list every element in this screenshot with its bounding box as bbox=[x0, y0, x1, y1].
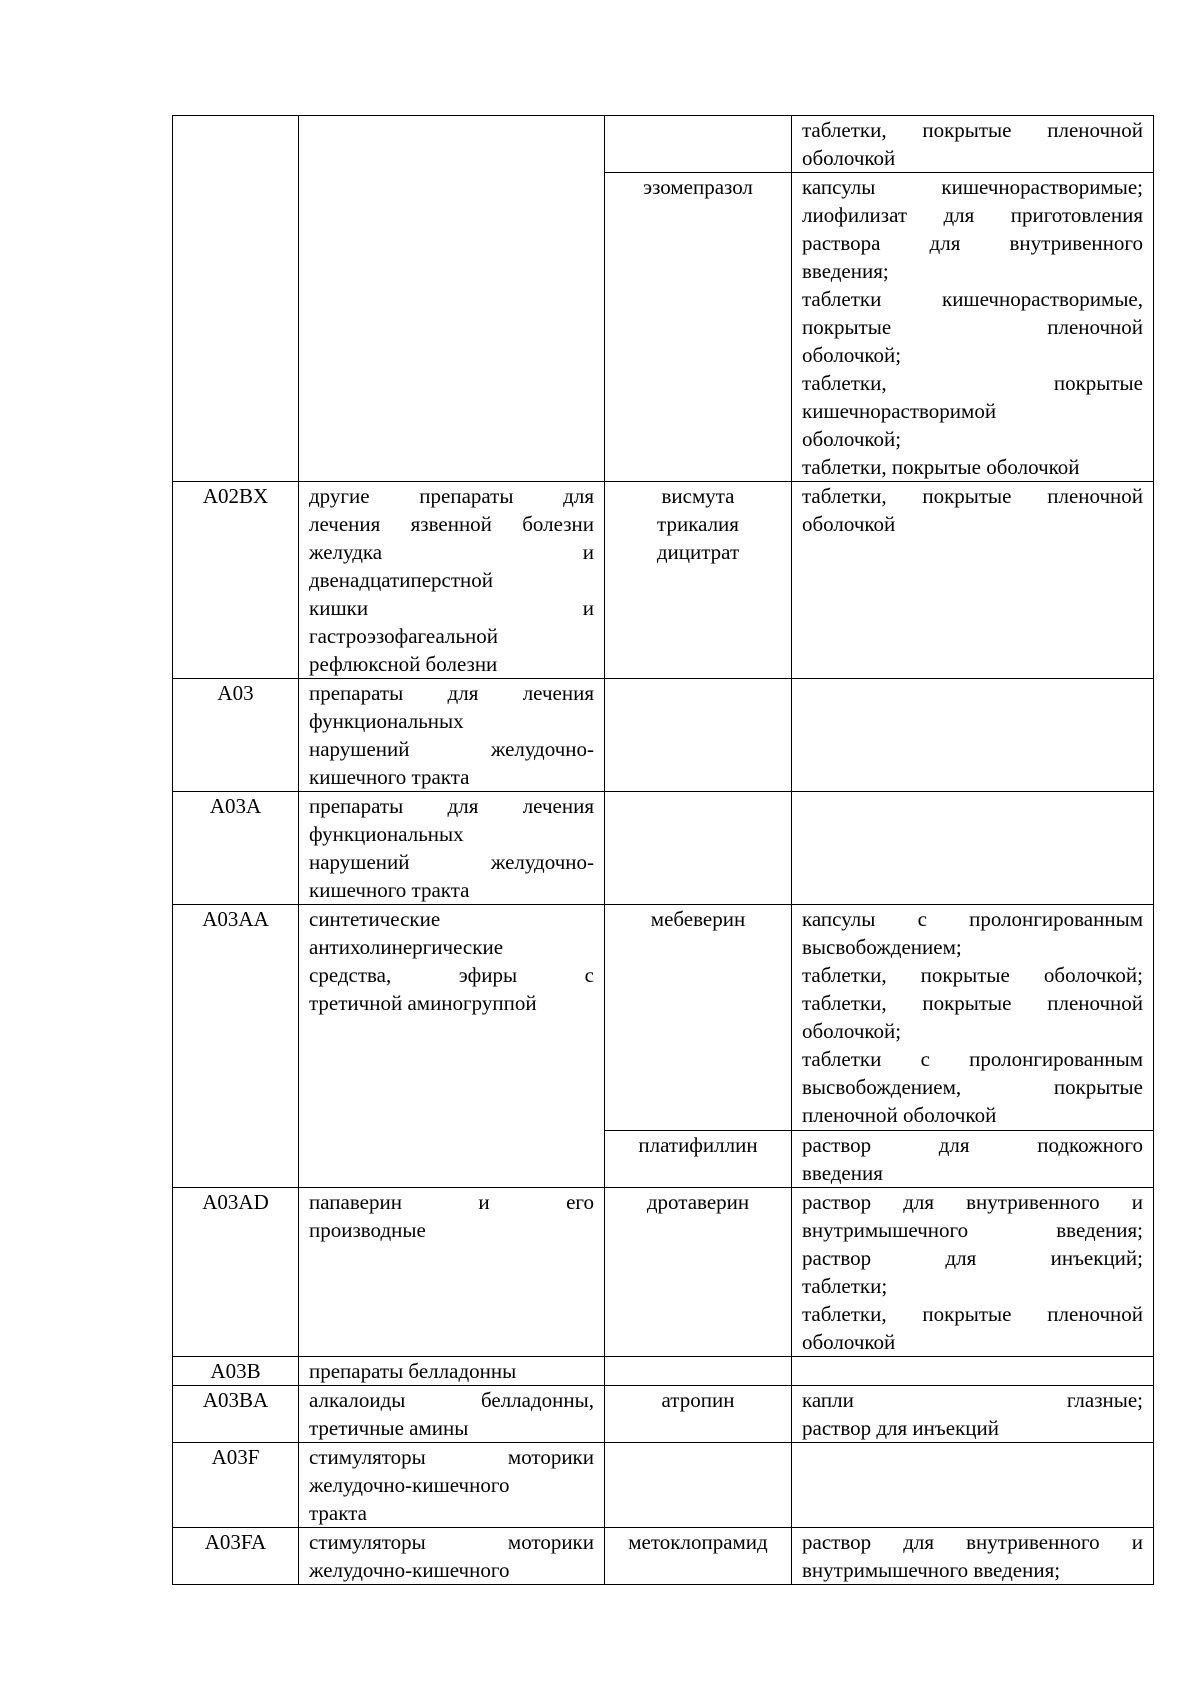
table-row bbox=[173, 1188, 1154, 1357]
dosage-form-line: капли глазные; bbox=[802, 1388, 1143, 1412]
dosage-form-cell bbox=[792, 792, 1154, 905]
drug-name-cell bbox=[605, 116, 792, 173]
table-row bbox=[173, 482, 1154, 679]
dosage-form-line: таблетки, покрытые bbox=[802, 371, 1143, 395]
dosage-form-line: капсулы с пролонгированным bbox=[802, 907, 1143, 931]
table-row bbox=[173, 1386, 1154, 1443]
dosage-form-line: кишечнорастворимой bbox=[802, 399, 997, 423]
group-name-cell bbox=[299, 116, 605, 482]
group-name-line: рефлюксной болезни bbox=[309, 652, 498, 676]
dosage-form-line: таблетки, покрытые пленочной bbox=[802, 484, 1143, 508]
group-name-line: стимуляторы моторики bbox=[309, 1530, 594, 1554]
group-name-line: алкалоиды белладонны, bbox=[309, 1388, 594, 1412]
group-name-line: стимуляторы моторики bbox=[309, 1445, 594, 1469]
group-name-cell bbox=[299, 905, 605, 1188]
dosage-form-line: лиофилизат для приготовления bbox=[802, 203, 1143, 227]
dosage-form-line: раствор для инъекций bbox=[802, 1416, 999, 1440]
atc-code-cell: A03B bbox=[173, 1357, 299, 1386]
dosage-form-line: оболочкой bbox=[802, 1330, 896, 1354]
table-row bbox=[173, 1443, 1154, 1528]
table-row bbox=[173, 679, 1154, 792]
dosage-form-line: таблетки, покрытые пленочной bbox=[802, 991, 1143, 1015]
dosage-form-line: оболочкой; bbox=[802, 427, 902, 451]
dosage-form-cell bbox=[792, 1188, 1154, 1357]
dosage-form-line: внутримышечного введения; bbox=[802, 1218, 1143, 1242]
group-name-line: нарушений желудочно- bbox=[309, 850, 594, 874]
group-name-line: тракта bbox=[309, 1501, 367, 1525]
table-row bbox=[173, 1528, 1154, 1585]
dosage-form-line: высвобождением, покрытые bbox=[802, 1075, 1143, 1099]
atc-code-cell bbox=[173, 116, 299, 482]
atc-code-cell: A03BA bbox=[173, 1386, 299, 1443]
dosage-form-cell bbox=[792, 1528, 1154, 1585]
table-row bbox=[173, 792, 1154, 905]
dosage-form-line: капсулы кишечнорастворимые; bbox=[802, 175, 1143, 199]
dosage-form-cell bbox=[792, 905, 1154, 1131]
table-row bbox=[173, 116, 1154, 173]
group-name-line: антихолинергические bbox=[309, 935, 504, 959]
drug-name-cell bbox=[605, 1131, 792, 1188]
dosage-form-line: оболочкой; bbox=[802, 343, 902, 367]
dosage-form-cell bbox=[792, 1357, 1154, 1386]
drug-name-line: дицитрат bbox=[656, 540, 740, 564]
drug-name-line: висмута bbox=[661, 484, 735, 508]
group-name-line: кишечного тракта bbox=[309, 878, 470, 902]
dosage-form-line: раствора для внутривенного bbox=[802, 231, 1143, 255]
dosage-form-line: раствор для внутривенного и bbox=[802, 1530, 1143, 1554]
group-name-line: третичной аминогруппой bbox=[309, 991, 537, 1015]
drug-name-cell bbox=[605, 1443, 792, 1528]
dosage-form-line: внутримышечного введения; bbox=[802, 1558, 1061, 1582]
drug-name-cell bbox=[605, 905, 792, 1131]
group-name-line: кишечного тракта bbox=[309, 765, 470, 789]
group-name-cell bbox=[299, 1188, 605, 1357]
group-name-cell bbox=[299, 1443, 605, 1528]
group-name-line: препараты для лечения bbox=[309, 794, 594, 818]
dosage-form-line: оболочкой bbox=[802, 512, 896, 536]
atc-code-cell: A03FA bbox=[173, 1528, 299, 1585]
dosage-form-cell bbox=[792, 679, 1154, 792]
group-name-line: лечения язвенной болезни bbox=[309, 512, 594, 536]
dosage-form-line: покрытые пленочной bbox=[802, 315, 1143, 339]
drug-name-line: дротаверин bbox=[646, 1190, 750, 1214]
dosage-form-line: пленочной оболочкой bbox=[802, 1103, 997, 1127]
atc-drug-table bbox=[172, 115, 1154, 1585]
group-name-cell bbox=[299, 792, 605, 905]
group-name-line: кишки и bbox=[309, 596, 594, 620]
dosage-form-line: оболочкой; bbox=[802, 1019, 902, 1043]
dosage-form-line: раствор для подкожного bbox=[802, 1133, 1143, 1157]
dosage-form-cell bbox=[792, 482, 1154, 679]
dosage-form-cell bbox=[792, 116, 1154, 173]
atc-code-cell: A03F bbox=[173, 1443, 299, 1528]
dosage-form-line: раствор для инъекций; bbox=[802, 1246, 1143, 1270]
group-name-line: производные bbox=[309, 1218, 426, 1242]
drug-name-line: метоклопрамид bbox=[628, 1530, 768, 1554]
drug-name-cell bbox=[605, 792, 792, 905]
dosage-form-cell bbox=[792, 1131, 1154, 1188]
group-name-line: гастроэзофагеальной bbox=[309, 624, 499, 648]
group-name-line: функциональных bbox=[309, 822, 464, 846]
drug-name-line: атропин bbox=[661, 1388, 735, 1412]
dosage-form-line: таблетки с пролонгированным bbox=[802, 1047, 1143, 1071]
group-name-line: синтетические bbox=[309, 907, 441, 931]
group-name-line: желудка и bbox=[309, 540, 594, 564]
group-name-cell bbox=[299, 1386, 605, 1443]
dosage-form-line: высвобождением; bbox=[802, 935, 962, 959]
atc-code-cell: A03AA bbox=[173, 905, 299, 1188]
atc-code-cell: A03AD bbox=[173, 1188, 299, 1357]
dosage-form-line: введения bbox=[802, 1161, 883, 1185]
group-name-line: папаверин и его bbox=[309, 1190, 594, 1214]
group-name-cell bbox=[299, 1357, 605, 1386]
dosage-form-line: введения; bbox=[802, 259, 889, 283]
group-name-cell bbox=[299, 1528, 605, 1585]
dosage-form-line: таблетки; bbox=[802, 1274, 888, 1298]
group-name-line: препараты белладонны bbox=[309, 1359, 517, 1383]
group-name-line: нарушений желудочно- bbox=[309, 737, 594, 761]
table-row bbox=[173, 1357, 1154, 1386]
table-row bbox=[173, 905, 1154, 1131]
drug-name-line: платифиллин bbox=[638, 1133, 758, 1157]
drug-name-cell bbox=[605, 1188, 792, 1357]
dosage-form-line: таблетки, покрытые пленочной bbox=[802, 118, 1143, 142]
dosage-form-cell bbox=[792, 1443, 1154, 1528]
drug-name-line: трикалия bbox=[657, 512, 739, 536]
group-name-cell bbox=[299, 679, 605, 792]
dosage-form-line: таблетки кишечнорастворимые, bbox=[802, 287, 1143, 311]
group-name-line: желудочно-кишечного bbox=[309, 1473, 510, 1497]
dosage-form-line: оболочкой bbox=[802, 146, 896, 170]
dosage-form-cell bbox=[792, 1386, 1154, 1443]
atc-code-cell: A03 bbox=[173, 679, 299, 792]
drug-name-line: мебеверин bbox=[650, 907, 746, 931]
group-name-line: третичные амины bbox=[309, 1416, 469, 1440]
dosage-form-line: таблетки, покрытые пленочной bbox=[802, 1302, 1143, 1326]
drug-name-cell bbox=[605, 482, 792, 679]
atc-code-cell: A03A bbox=[173, 792, 299, 905]
drug-name-cell bbox=[605, 679, 792, 792]
atc-code-cell: A02BX bbox=[173, 482, 299, 679]
dosage-form-line: таблетки, покрытые оболочкой; bbox=[802, 963, 1143, 987]
drug-name-cell bbox=[605, 1357, 792, 1386]
group-name-line: двенадцатиперстной bbox=[309, 568, 494, 592]
drug-name-cell bbox=[605, 173, 792, 482]
group-name-line: другие препараты для bbox=[309, 484, 594, 508]
group-name-line: функциональных bbox=[309, 709, 464, 733]
dosage-form-line: раствор для внутривенного и bbox=[802, 1190, 1143, 1214]
group-name-cell bbox=[299, 482, 605, 679]
drug-name-cell bbox=[605, 1528, 792, 1585]
group-name-line: желудочно-кишечного bbox=[309, 1558, 510, 1582]
dosage-form-line: таблетки, покрытые оболочкой bbox=[802, 455, 1080, 479]
drug-name-line: эзомепразол bbox=[643, 175, 753, 199]
drug-name-cell bbox=[605, 1386, 792, 1443]
group-name-line: средства, эфиры с bbox=[309, 963, 594, 987]
dosage-form-cell bbox=[792, 173, 1154, 482]
group-name-line: препараты для лечения bbox=[309, 681, 594, 705]
